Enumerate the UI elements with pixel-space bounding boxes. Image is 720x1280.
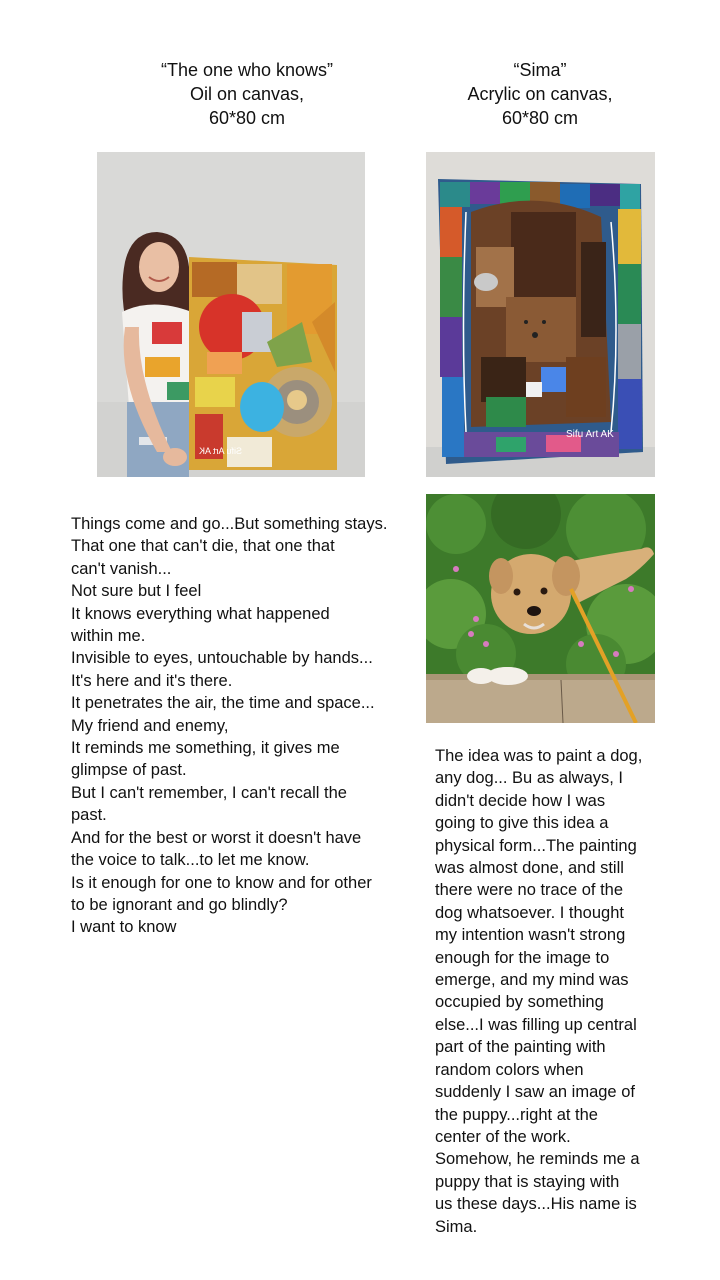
text-line: random colors when bbox=[435, 1060, 584, 1079]
text-line: going to give this idea a bbox=[435, 814, 609, 833]
text-line: My friend and enemy, bbox=[71, 716, 229, 735]
painting-signature: Sifu Art AK bbox=[566, 429, 614, 440]
text-line: was almost done, and still bbox=[435, 859, 624, 878]
text-line: dog whatsoever. I thought bbox=[435, 903, 624, 922]
text-line: the voice to talk...to let me know. bbox=[71, 851, 310, 870]
dog-in-bushes-photo bbox=[426, 494, 655, 723]
text-line: Sima. bbox=[435, 1217, 478, 1236]
artwork-size: 60*80 cm bbox=[501, 108, 579, 128]
text-line: center of the work. bbox=[435, 1127, 571, 1146]
text-line: That one that can't die, that one that bbox=[71, 537, 335, 556]
text-line: glimpse of past. bbox=[71, 761, 187, 780]
text-line: occupied by something bbox=[435, 993, 604, 1012]
artwork-title: “The one who knows” bbox=[160, 60, 334, 80]
artist-holding-painting-photo bbox=[97, 152, 365, 477]
text-line: didn't decide how I was bbox=[435, 791, 606, 810]
artist-holding-painting-illustration bbox=[97, 152, 365, 477]
text-line: It's here and it's there. bbox=[71, 671, 233, 690]
artwork-medium: Oil on canvas, bbox=[189, 84, 305, 104]
text-line: past. bbox=[71, 806, 107, 825]
sima-painting-illustration bbox=[426, 152, 655, 477]
text-line: part of the painting with bbox=[435, 1038, 606, 1057]
text-line: The idea was to paint a dog, bbox=[435, 747, 643, 765]
artwork-title: “Sima” bbox=[513, 60, 567, 80]
text-line: It penetrates the air, the time and space... bbox=[71, 694, 375, 713]
text-line: any dog... Bu as always, I bbox=[435, 769, 624, 788]
artwork-caption-sima bbox=[390, 58, 690, 130]
artwork-caption-the-one-who-knows bbox=[97, 58, 397, 130]
text-line: Things come and go...But something stays. bbox=[71, 515, 388, 533]
text-line: to be ignorant and go blindly? bbox=[71, 895, 288, 914]
story-sima bbox=[435, 745, 660, 1238]
text-line: us these days...His name is bbox=[435, 1195, 637, 1214]
text-line: my intention wasn't strong bbox=[435, 926, 626, 945]
artwork-medium: Acrylic on canvas, bbox=[467, 84, 613, 104]
text-line: within me. bbox=[71, 627, 146, 646]
painting-signature: Sifu Art AK bbox=[198, 446, 242, 456]
text-line: else...I was filling up central bbox=[435, 1015, 637, 1034]
text-line: I want to know bbox=[71, 918, 177, 937]
text-line: there were no trace of the bbox=[435, 881, 624, 900]
text-line: Is it enough for one to know and for other bbox=[71, 873, 372, 892]
text-line: Somehow, he reminds me a bbox=[435, 1150, 640, 1169]
text-line: emerge, and my mind was bbox=[435, 971, 629, 990]
text-line: It knows everything what happened bbox=[71, 604, 330, 623]
text-line: can't vanish... bbox=[71, 559, 172, 578]
text-line: the puppy...right at the bbox=[435, 1105, 598, 1124]
text-line: enough for the image to bbox=[435, 948, 610, 967]
poem-the-one-who-knows bbox=[71, 513, 401, 939]
text-line: Not sure but I feel bbox=[71, 582, 202, 601]
text-line: And for the best or worst it doesn't have bbox=[71, 828, 362, 847]
text-line: suddenly I saw an image of bbox=[435, 1083, 635, 1102]
text-line: puppy that is staying with bbox=[435, 1172, 620, 1191]
text-line: But I can't remember, I can't recall the bbox=[71, 783, 347, 802]
text-line: physical form...The painting bbox=[435, 836, 637, 855]
sima-painting-photo bbox=[426, 152, 655, 477]
artwork-size: 60*80 cm bbox=[208, 108, 286, 128]
text-line: Invisible to eyes, untouchable by hands... bbox=[71, 649, 373, 668]
dog-in-bushes-illustration bbox=[426, 494, 655, 723]
text-line: It reminds me something, it gives me bbox=[71, 739, 340, 758]
